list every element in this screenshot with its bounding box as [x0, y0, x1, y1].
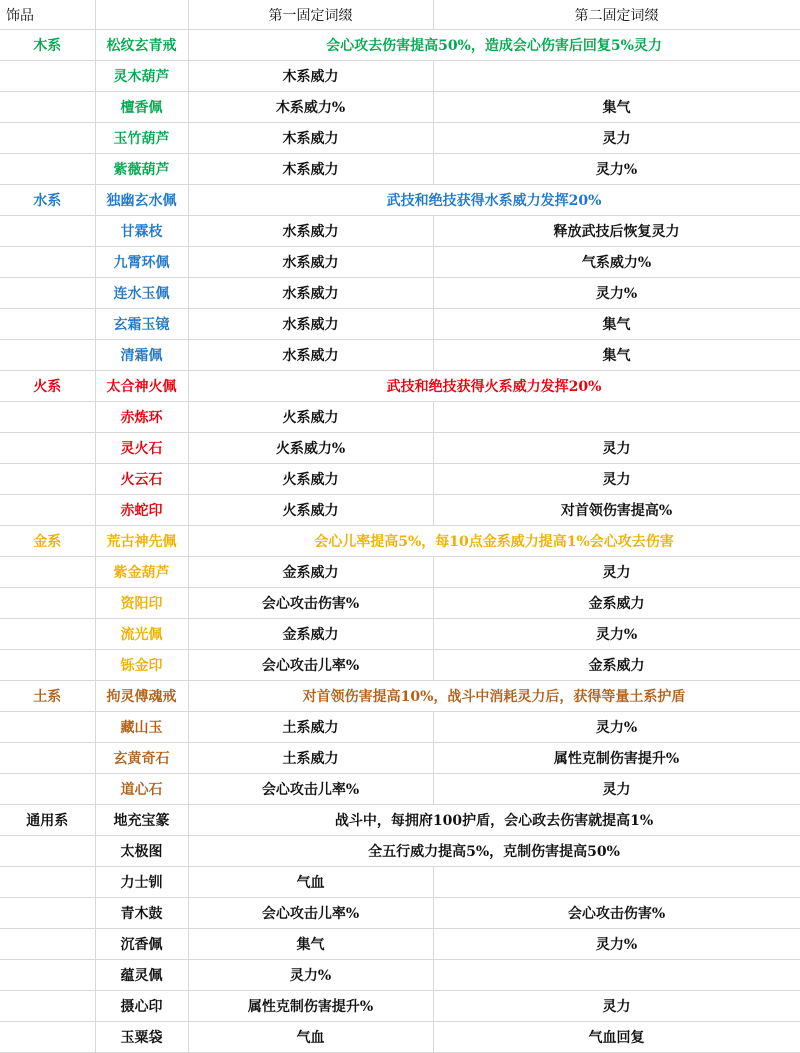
table-row: [0, 619, 800, 650]
table-row: [0, 588, 800, 619]
element-category-empty: [0, 619, 95, 650]
second-affix: [433, 61, 800, 92]
element-category: 通用系: [0, 805, 95, 836]
first-affix: 火系威力: [188, 464, 433, 495]
special-effect: 对首领伤害提高10%，战斗中消耗灵力后，获得等量土系护盾: [188, 681, 800, 712]
accessory-name: 力士钏: [95, 867, 188, 898]
table-row: [0, 712, 800, 743]
first-affix: 土系威力: [188, 743, 433, 774]
accessory-name: 流光佩: [95, 619, 188, 650]
accessory-name: 铄金印: [95, 650, 188, 681]
table-row: [0, 464, 800, 495]
second-affix: 灵力: [433, 991, 800, 1022]
special-effect: 会心儿率提高5%，每10点金系威力提高1%会心攻去伤害: [188, 526, 800, 557]
accessory-name: 青木鼓: [95, 898, 188, 929]
table-row: [0, 371, 800, 402]
element-category-empty: [0, 123, 95, 154]
table-header-row: [0, 0, 800, 30]
second-affix: 灵力%: [433, 154, 800, 185]
table-row: [0, 309, 800, 340]
accessory-name: 玄黄奇石: [95, 743, 188, 774]
element-category: 土系: [0, 681, 95, 712]
first-affix: 木系威力: [188, 123, 433, 154]
table-row: [0, 340, 800, 371]
second-affix: [433, 960, 800, 991]
table-row: [0, 991, 800, 1022]
second-affix: 灵力%: [433, 278, 800, 309]
table-row: [0, 805, 800, 836]
element-category-empty: [0, 557, 95, 588]
first-affix: 水系威力: [188, 247, 433, 278]
header-name: [95, 0, 188, 30]
first-affix: 土系威力: [188, 712, 433, 743]
element-category-empty: [0, 495, 95, 526]
accessory-name: 火云石: [95, 464, 188, 495]
second-affix: 集气: [433, 92, 800, 123]
accessory-name: 赤炼环: [95, 402, 188, 433]
accessory-name: 九霄环佩: [95, 247, 188, 278]
second-affix: 会心攻击伤害%: [433, 898, 800, 929]
element-category-empty: [0, 309, 95, 340]
first-affix: 水系威力: [188, 340, 433, 371]
element-category: 木系: [0, 30, 95, 61]
accessory-name: 拘灵傅魂戒: [95, 681, 188, 712]
first-affix: 火系威力%: [188, 433, 433, 464]
second-affix: 属性克制伤害提升%: [433, 743, 800, 774]
element-category-empty: [0, 898, 95, 929]
accessory-name: 玉竹葫芦: [95, 123, 188, 154]
accessory-name: 灵火石: [95, 433, 188, 464]
table-row: [0, 1022, 800, 1053]
element-category-empty: [0, 836, 95, 867]
second-affix: 灵力: [433, 774, 800, 805]
special-effect: 武技和绝技获得火系威力发挥20%: [188, 371, 800, 402]
second-affix: 灵力: [433, 557, 800, 588]
accessory-name: 沉香佩: [95, 929, 188, 960]
accessory-name: 甘霖枝: [95, 216, 188, 247]
accessory-name: 灵木葫芦: [95, 61, 188, 92]
element-category: 水系: [0, 185, 95, 216]
accessory-name: 地充宝篆: [95, 805, 188, 836]
first-affix: 会心攻击儿率%: [188, 774, 433, 805]
second-affix: [433, 402, 800, 433]
element-category-empty: [0, 650, 95, 681]
first-affix: 木系威力%: [188, 92, 433, 123]
table-row: [0, 216, 800, 247]
second-affix: 灵力: [433, 464, 800, 495]
table-row: [0, 278, 800, 309]
table-row: [0, 247, 800, 278]
accessory-name: 连水玉佩: [95, 278, 188, 309]
accessory-name: 独幽玄水佩: [95, 185, 188, 216]
first-affix: 集气: [188, 929, 433, 960]
table-row: [0, 402, 800, 433]
element-category-empty: [0, 92, 95, 123]
first-affix: 火系威力: [188, 402, 433, 433]
table-row: [0, 92, 800, 123]
accessory-name: 太合神火佩: [95, 371, 188, 402]
element-category: 火系: [0, 371, 95, 402]
first-affix: 金系威力: [188, 557, 433, 588]
element-category-empty: [0, 247, 95, 278]
second-affix: 金系威力: [433, 588, 800, 619]
table-row: [0, 154, 800, 185]
special-effect: 会心攻去伤害提高50%，造成会心伤害后回复5%灵力: [188, 30, 800, 61]
accessory-name: 紫薇葫芦: [95, 154, 188, 185]
header-second-affix: 第二固定词缀: [433, 0, 800, 30]
table-row: [0, 681, 800, 712]
accessory-name: 玉粟袋: [95, 1022, 188, 1053]
element-category-empty: [0, 216, 95, 247]
second-affix: 灵力%: [433, 712, 800, 743]
element-category-empty: [0, 340, 95, 371]
first-affix: 会心攻击儿率%: [188, 650, 433, 681]
special-effect: 战斗中，每拥府100护盾，会心政去伤害就提高1%: [188, 805, 800, 836]
first-affix: 气血: [188, 867, 433, 898]
second-affix: 灵力%: [433, 619, 800, 650]
table-row: [0, 774, 800, 805]
first-affix: 灵力%: [188, 960, 433, 991]
second-affix: 灵力%: [433, 929, 800, 960]
first-affix: 会心攻击儿率%: [188, 898, 433, 929]
element-category-empty: [0, 588, 95, 619]
special-effect: 武技和绝技获得水系威力发挥20%: [188, 185, 800, 216]
element-category-empty: [0, 991, 95, 1022]
table-row: [0, 836, 800, 867]
first-affix: 气血: [188, 1022, 433, 1053]
element-category: 金系: [0, 526, 95, 557]
element-category-empty: [0, 154, 95, 185]
element-category-empty: [0, 867, 95, 898]
element-category-empty: [0, 1022, 95, 1053]
element-category-empty: [0, 433, 95, 464]
accessory-name: 道心石: [95, 774, 188, 805]
first-affix: 会心攻击伤害%: [188, 588, 433, 619]
element-category-empty: [0, 929, 95, 960]
accessory-name: 摄心印: [95, 991, 188, 1022]
table-row: [0, 495, 800, 526]
first-affix: 木系威力: [188, 154, 433, 185]
second-affix: [433, 867, 800, 898]
first-affix: 金系威力: [188, 619, 433, 650]
special-effect: 全五行威力提高5%，克制伤害提高50%: [188, 836, 800, 867]
first-affix: 水系威力: [188, 278, 433, 309]
accessory-name: 藏山玉: [95, 712, 188, 743]
table-row: [0, 30, 800, 61]
table-row: [0, 929, 800, 960]
second-affix: 对首领伤害提高%: [433, 495, 800, 526]
table-row: [0, 867, 800, 898]
table-row: [0, 185, 800, 216]
accessory-name: 檀香佩: [95, 92, 188, 123]
accessory-name: 蕴灵佩: [95, 960, 188, 991]
accessory-name: 紫金葫芦: [95, 557, 188, 588]
table-row: [0, 433, 800, 464]
table-row: [0, 743, 800, 774]
accessory-name: 清霜佩: [95, 340, 188, 371]
table-row: [0, 557, 800, 588]
element-category-empty: [0, 278, 95, 309]
element-category-empty: [0, 960, 95, 991]
element-category-empty: [0, 402, 95, 433]
second-affix: 集气: [433, 340, 800, 371]
first-affix: 火系威力: [188, 495, 433, 526]
first-affix: 水系威力: [188, 309, 433, 340]
second-affix: 集气: [433, 309, 800, 340]
accessory-name: 太极图: [95, 836, 188, 867]
element-category-empty: [0, 712, 95, 743]
second-affix: 气系威力%: [433, 247, 800, 278]
header-first-affix: 第一固定词缀: [188, 0, 433, 30]
second-affix: 灵力: [433, 123, 800, 154]
table-row: [0, 960, 800, 991]
second-affix: 释放武技后恢复灵力: [433, 216, 800, 247]
first-affix: 属性克制伤害提升%: [188, 991, 433, 1022]
second-affix: 金系威力: [433, 650, 800, 681]
element-category-empty: [0, 774, 95, 805]
accessory-name: 赤蛇印: [95, 495, 188, 526]
element-category-empty: [0, 464, 95, 495]
table-row: [0, 898, 800, 929]
element-category-empty: [0, 61, 95, 92]
element-category-empty: [0, 743, 95, 774]
first-affix: 水系威力: [188, 216, 433, 247]
table-row: [0, 61, 800, 92]
second-affix: 气血回复: [433, 1022, 800, 1053]
table-row: [0, 123, 800, 154]
header-accessory: 饰品: [0, 0, 95, 30]
accessory-name: 资阳印: [95, 588, 188, 619]
accessory-name: 荒古神先佩: [95, 526, 188, 557]
first-affix: 木系威力: [188, 61, 433, 92]
accessory-name: 松纹玄青戒: [95, 30, 188, 61]
accessory-name: 玄霜玉镜: [95, 309, 188, 340]
table-row: [0, 526, 800, 557]
table-row: [0, 650, 800, 681]
second-affix: 灵力: [433, 433, 800, 464]
